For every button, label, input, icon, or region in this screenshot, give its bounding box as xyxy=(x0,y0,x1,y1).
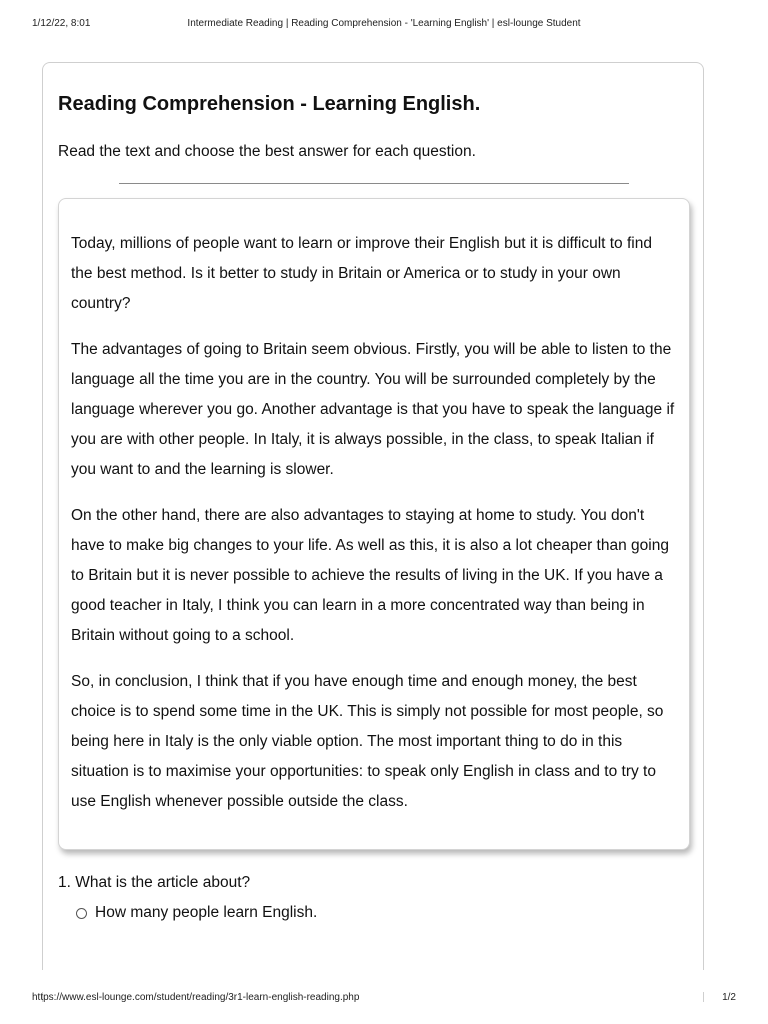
print-header xyxy=(0,18,768,32)
divider xyxy=(119,183,629,184)
radio-button[interactable] xyxy=(76,908,87,919)
page-number: 1/2 xyxy=(722,992,736,1003)
page-break-mask xyxy=(0,970,768,992)
passage-paragraph: On the other hand, there are also advantages to staying at home to study. You don't have to make big changes to your life. As well as this, it is also a lot cheaper than going to Britain but it is never possible to achieve the results of living in the UK. If you have a good teacher in Italy, I think you can learn in a more concentrated way than being in Britain without going to a school. xyxy=(71,507,669,644)
page-title: Reading Comprehension - Learning English. xyxy=(58,93,481,115)
option-label: How many people learn English. xyxy=(95,904,318,921)
passage-paragraph: Today, millions of people want to learn or improve their English but it is difficult to find the best method. Is it better to study in Britain or America or to study in your own country? xyxy=(71,235,652,312)
passage-paragraph: The advantages of going to Britain seem obvious. Firstly, you will be able to listen to the language all the time you are in the country. You will be surrounded completely by the language wherever you go. Another advantage is that you have to speak the language if you are with other people. In Italy, it is always possible, in the class, to speak Italian if you want to and the learning is slower. xyxy=(71,341,675,478)
print-datetime: 1/12/22, 8:01 xyxy=(32,18,91,29)
instructions: Read the text and choose the best answer for each question. xyxy=(58,143,476,160)
question-1: 1. What is the article about? xyxy=(58,874,251,891)
reading-passage xyxy=(58,198,690,850)
question-1-option-1[interactable] xyxy=(76,904,317,922)
print-url: https://www.esl-lounge.com/student/reading/3r1-learn-english-reading.php xyxy=(32,992,360,1003)
print-page-title: Intermediate Reading | Reading Comprehension - 'Learning English' | esl-lounge Student xyxy=(187,18,581,29)
passage-paragraph: So, in conclusion, I think that if you have enough time and enough money, the best choice is to spend some time in the UK. This is simply not possible for most people, so being here in Italy is the only viable option. The most important thing to do in this situation is to maximise your opportunities: to speak only English in class and to try to use English whenever possible outside the class. xyxy=(71,673,664,810)
print-footer xyxy=(0,992,768,1006)
